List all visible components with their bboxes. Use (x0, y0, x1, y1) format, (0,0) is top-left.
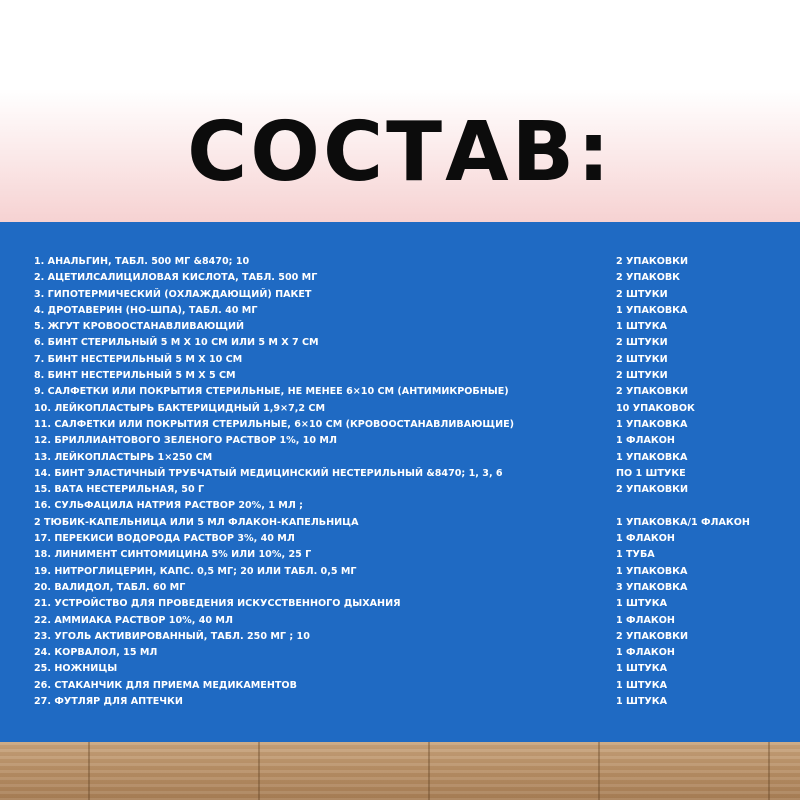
item-quantity: 1 УПАКОВКА (616, 451, 688, 463)
item-name: 14. БИНТ ЭЛАСТИЧНЫЙ ТРУБЧАТЫЙ МЕДИЦИНСКИЙ НЕСТЕРИЛЬНЫЙ &8470; 1, 3, 6 (34, 467, 503, 479)
item-quantity: 1 ФЛАКОН (616, 647, 675, 659)
list-item (34, 498, 784, 514)
item-quantity: ПО 1 ШТУКЕ (616, 467, 686, 479)
item-quantity: 2 ШТУКИ (616, 288, 668, 300)
item-name: 7. БИНТ НЕСТЕРИЛЬНЫЙ 5 М Х 10 СМ (34, 353, 243, 365)
item-name: 5. ЖГУТ КРОВООСТАНАВЛИВАЮЩИЙ (34, 321, 244, 333)
wood-floor-background (0, 742, 800, 800)
item-name: 16. СУЛЬФАЦИЛА НАТРИЯ РАСТВОР 20%, 1 МЛ ; (34, 500, 303, 512)
item-name: 19. НИТРОГЛИЦЕРИН, КАПС. 0,5 МГ; 20 ИЛИ ТАБЛ. 0,5 МГ (34, 565, 357, 577)
list-item (34, 287, 784, 303)
list-item (34, 368, 784, 384)
list-item (34, 678, 784, 694)
item-quantity: 2 УПАКОВК (616, 272, 681, 284)
list-item (34, 596, 784, 612)
item-name: 11. САЛФЕТКИ ИЛИ ПОКРЫТИЯ СТЕРИЛЬНЫЕ, 6×10 СМ (КРОВООСТАНАВЛИВАЮЩИЕ) (34, 418, 515, 430)
item-quantity: 1 ШТУКА (616, 321, 668, 333)
item-name: 2. АЦЕТИЛСАЛИЦИЛОВАЯ КИСЛОТА, ТАБЛ. 500 МГ (34, 272, 318, 284)
item-name: 15. ВАТА НЕСТЕРИЛЬНАЯ, 50 Г (34, 484, 205, 496)
item-name: 6. БИНТ СТЕРИЛЬНЫЙ 5 М Х 10 СМ ИЛИ 5 М Х 7 СМ (34, 337, 319, 349)
item-quantity: 1 ШТУКА (616, 663, 668, 675)
item-name: 17. ПЕРЕКИСИ ВОДОРОДА РАСТВОР 3%, 40 МЛ (34, 533, 295, 545)
item-name: 1. АНАЛЬГИН, ТАБЛ. 500 МГ &8470; 10 (34, 256, 250, 267)
list-item (34, 613, 784, 629)
list-item (34, 335, 784, 351)
item-name: 9. САЛФЕТКИ ИЛИ ПОКРЫТИЯ СТЕРИЛЬНЫЕ, НЕ МЕНЕЕ 6×10 СМ (АНТИМИКРОБНЫЕ) (34, 386, 509, 398)
item-name: 25. НОЖНИЦЫ (34, 663, 118, 675)
item-quantity: 2 ШТУКИ (616, 353, 668, 365)
list-item (34, 466, 784, 482)
item-name: 4. ДРОТАВЕРИН (НО-ШПА), ТАБЛ. 40 МГ (34, 304, 258, 316)
list-item (34, 515, 784, 531)
item-quantity: 1 УПАКОВКА (616, 304, 688, 316)
item-name: 26. СТАКАНЧИК ДЛЯ ПРИЕМА МЕДИКАМЕНТОВ (34, 679, 297, 691)
item-quantity: 2 УПАКОВКИ (616, 630, 689, 642)
item-name: 10. ЛЕЙКОПЛАСТЫРЬ БАКТЕРИЦИДНЫЙ 1,9×7,2 СМ (34, 402, 326, 414)
list-item (34, 564, 784, 580)
list-item (34, 254, 784, 270)
item-name: 22. АММИАКА РАСТВОР 10%, 40 МЛ (34, 614, 233, 626)
item-quantity: 1 ФЛАКОН (616, 533, 675, 545)
item-quantity: 2 ШТУКИ (616, 337, 668, 349)
item-name: 3. ГИПОТЕРМИЧЕСКИЙ (ОХЛАЖДАЮЩИЙ) ПАКЕТ (34, 288, 312, 300)
item-quantity: 1 ФЛАКОН (616, 435, 675, 447)
item-name: 13. ЛЕЙКОПЛАСТЫРЬ 1×250 СМ (34, 451, 213, 463)
item-quantity: 2 УПАКОВКИ (616, 386, 689, 398)
item-quantity: 2 УПАКОВКИ (616, 256, 689, 267)
item-name: 20. ВАЛИДОЛ, ТАБЛ. 60 МГ (34, 581, 186, 593)
list-item (34, 482, 784, 498)
list-item (34, 303, 784, 319)
item-quantity: 1 ТУБА (616, 549, 655, 561)
item-quantity: 2 ШТУКИ (616, 370, 668, 382)
item-name: 23. УГОЛЬ АКТИВИРОВАННЫЙ, ТАБЛ. 250 МГ ; 10 (34, 630, 310, 642)
item-quantity: 1 УПАКОВКА (616, 418, 688, 430)
item-name: 27. ФУТЛЯР ДЛЯ АПТЕЧКИ (34, 696, 183, 708)
item-name: 2 ТЮБИК-КАПЕЛЬНИЦА ИЛИ 5 МЛ ФЛАКОН-КАПЕЛЬНИЦА (34, 516, 359, 528)
item-name: 8. БИНТ НЕСТЕРИЛЬНЫЙ 5 М Х 5 СМ (34, 370, 236, 382)
list-item (34, 417, 784, 433)
list-item (34, 531, 784, 547)
list-item (34, 694, 784, 710)
list-item (34, 384, 784, 400)
list-item (34, 401, 784, 417)
item-quantity: 1 ШТУКА (616, 679, 668, 691)
list-item (34, 547, 784, 563)
list-item (34, 433, 784, 449)
list-item (34, 352, 784, 368)
item-quantity: 10 УПАКОВОК (616, 402, 695, 414)
item-name: 24. КОРВАЛОЛ, 15 МЛ (34, 647, 158, 659)
list-item (34, 270, 784, 286)
list-item (34, 319, 784, 335)
item-name: 12. БРИЛЛИАНТОВОГО ЗЕЛЕНОГО РАСТВОР 1%, 10 МЛ (34, 435, 337, 447)
list-item (34, 645, 784, 661)
list-item (34, 629, 784, 645)
item-quantity: 1 УПАКОВКА/1 ФЛАКОН (616, 516, 750, 528)
item-quantity: 3 УПАКОВКА (616, 581, 688, 593)
item-name: 21. УСТРОЙСТВО ДЛЯ ПРОВЕДЕНИЯ ИСКУССТВЕННОГО ДЫХАНИЯ (34, 598, 401, 610)
page-title: СОСТАВ: (187, 105, 613, 200)
item-name: 18. ЛИНИМЕНТ СИНТОМИЦИНА 5% ИЛИ 10%, 25 Г (34, 549, 312, 561)
item-quantity: 1 ФЛАКОН (616, 614, 675, 626)
item-quantity: 1 ШТУКА (616, 696, 668, 708)
list-item (34, 580, 784, 596)
item-quantity: 2 УПАКОВКИ (616, 484, 689, 496)
list-item (34, 661, 784, 677)
composition-list (34, 254, 784, 710)
list-item (34, 450, 784, 466)
item-quantity: 1 ШТУКА (616, 598, 668, 610)
item-quantity: 1 УПАКОВКА (616, 565, 688, 577)
